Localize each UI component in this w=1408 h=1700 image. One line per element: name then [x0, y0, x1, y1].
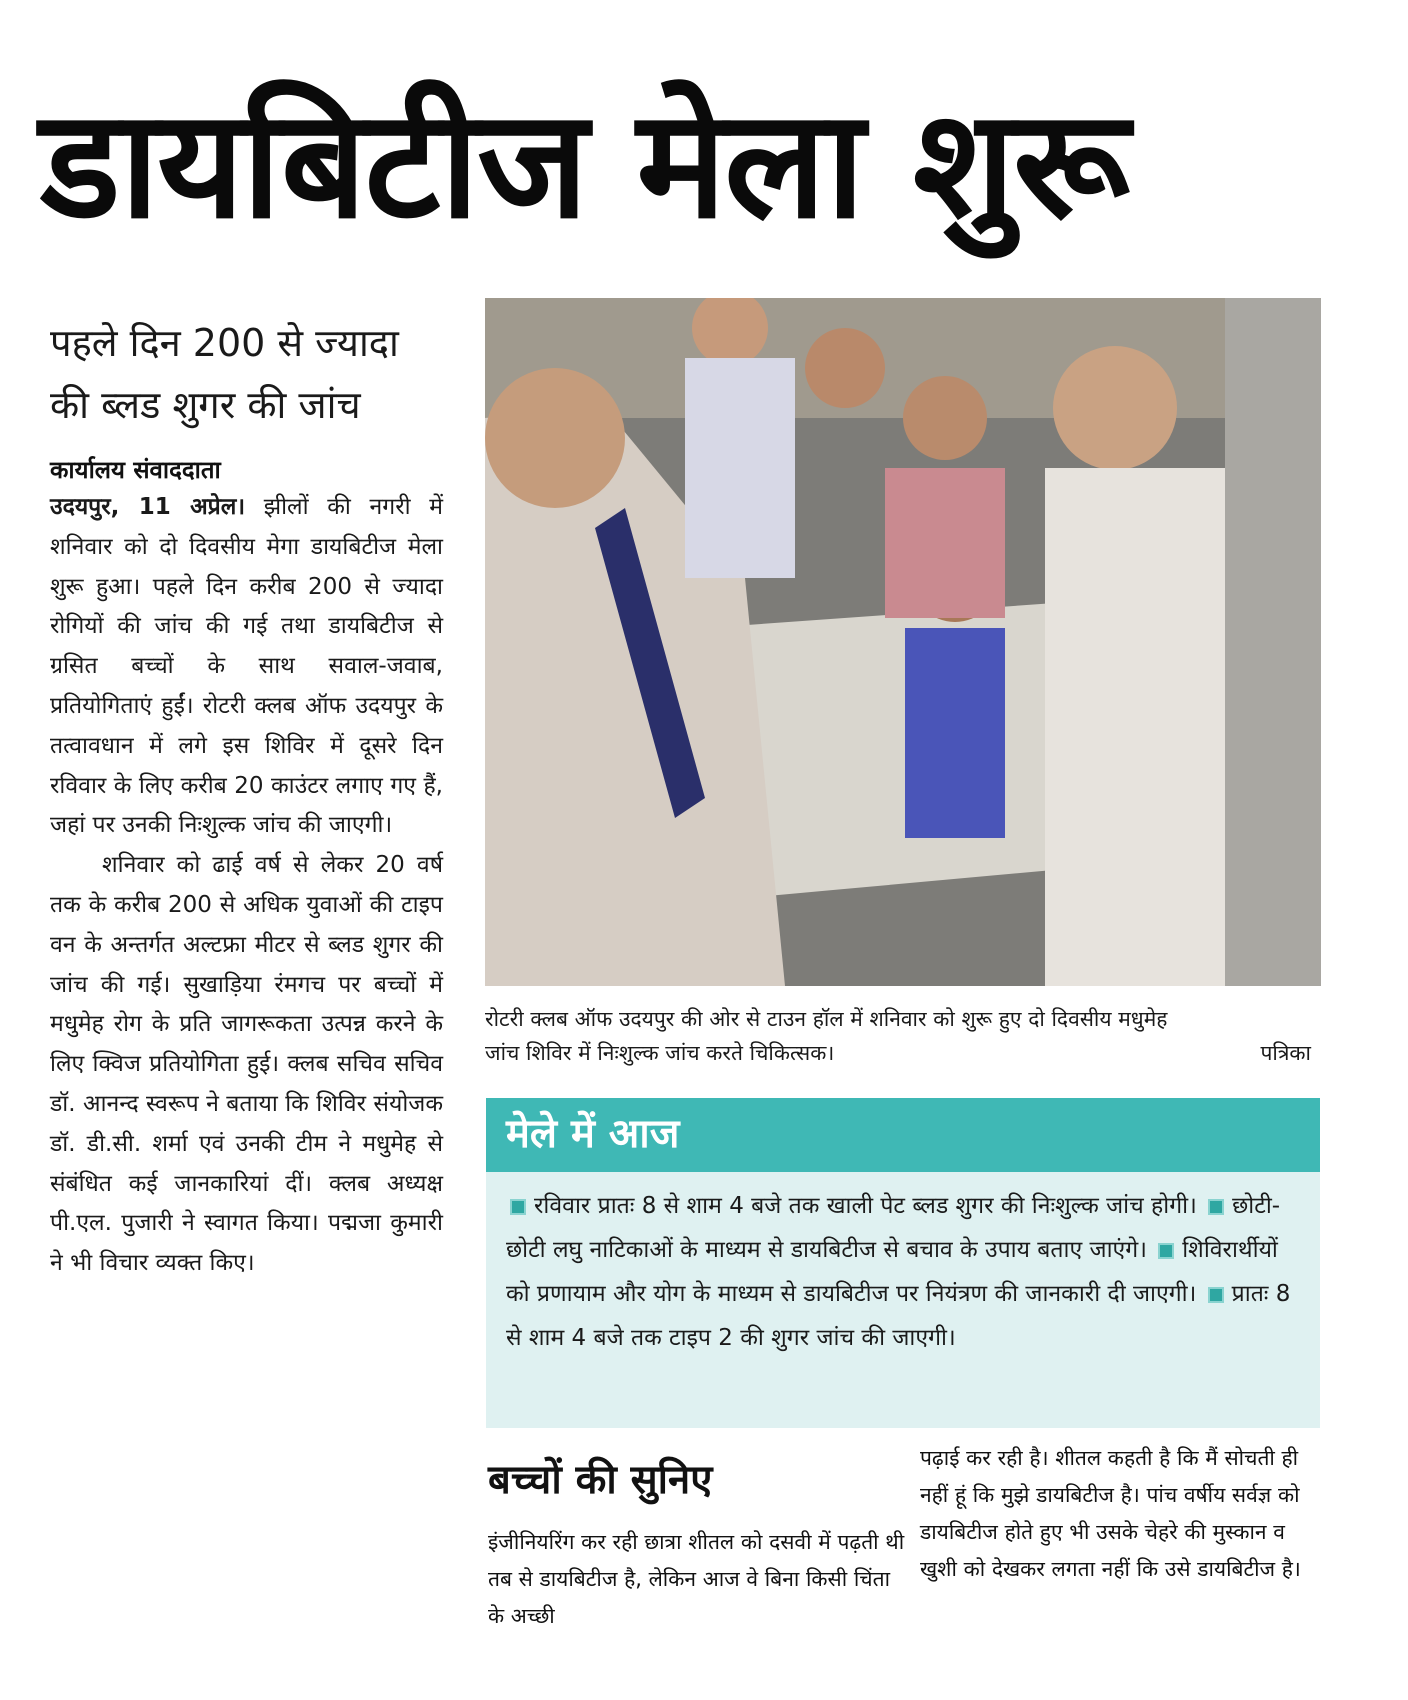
photo-caption — [485, 1002, 1321, 1070]
square-bullet-icon — [1158, 1243, 1174, 1259]
square-bullet-icon — [1208, 1199, 1224, 1215]
dateline: उदयपुर, 11 अप्रेल। — [50, 494, 246, 520]
subhead-line-2: की ब्लड शुगर की जांच — [50, 383, 361, 427]
today-box-header — [486, 1098, 1320, 1172]
caption-line-1: रोटरी क्लब ऑफ उदयपुर की ओर से टाउन हॉल में शनिवार को शुरू हुए दो दिवसीय मधुमेह — [485, 1007, 1168, 1031]
photo-person-head-3 — [805, 328, 885, 408]
photo-person-head-2 — [903, 376, 987, 460]
today-box-title: मेले में आज — [506, 1111, 680, 1157]
photo-man-shirt — [1045, 468, 1225, 986]
headline: डायबिटीज मेला शुरू — [40, 78, 1128, 252]
today-item-3: शिविरार्थीयों को प्रणायाम और योग के माध्यम से डायबिटीज पर नियंत्रण की जानकारी दी जाएगी। — [506, 1237, 1278, 1307]
photo-child-shirt — [905, 628, 1005, 838]
kids-section-title: बच्चों की सुनिए — [488, 1457, 713, 1503]
news-photo — [485, 298, 1321, 986]
photo-checked-shirt — [885, 468, 1005, 618]
photo-illustration — [485, 298, 1321, 986]
today-box-text — [506, 1184, 1306, 1360]
article-body — [50, 488, 443, 1284]
kids-text-left: इंजीनियरिंग कर रही छात्रा शीतल को दसवी में पढ़ती थी तब से डायबिटीज है, लेकिन आज वे बिना किसी चिंता के अच्छी — [488, 1530, 905, 1628]
photo-person-shirt-1 — [685, 358, 795, 578]
photo-doctor-head — [485, 368, 625, 508]
today-item-2: छोटी-छोटी लघु नाटिकाओं के माध्यम से डायबिटीज से बचाव के उपाय बताए जाएंगे। — [506, 1193, 1281, 1263]
article-paragraph-1 — [50, 488, 443, 846]
caption-line-2: जांच शिविर में निःशुल्क जांच करते चिकित्सक। — [485, 1041, 835, 1065]
today-item-4: प्रातः 8 से शाम 4 बजे तक टाइप 2 की शुगर जांच की जाएगी। — [506, 1281, 1291, 1351]
kids-text-right: पढ़ाई कर रही है। शीतल कहती है कि मैं सोचती ही नहीं हूं कि मुझे डायबिटीज है। पांच वर्षीय सर्वज्ञ को डायबिटीज होते हुए भी उसके चेहरे की मुस्कान व खुशी को देखकर लगता नहीं कि उसे डायबिटीज है। — [920, 1446, 1301, 1581]
today-item-1: रविवार प्रातः 8 से शाम 4 बजे तक खाली पेट ब्लड शुगर की निःशुल्क जांच होगी। — [534, 1193, 1197, 1219]
subhead-line-1: पहले दिन 200 से ज्यादा — [50, 321, 399, 365]
today-at-fair-box — [486, 1098, 1320, 1428]
photo-right-edge — [1225, 298, 1321, 986]
square-bullet-icon — [1208, 1287, 1224, 1303]
byline: कार्यालय संवाददाता — [50, 456, 221, 484]
article-paragraph-2: शनिवार को ढाई वर्ष से लेकर 20 वर्ष तक के करीब 200 से अधिक युवाओं की टाइप वन के अन्तर्गत अल्टफ्रा मीटर से ब्लड शुगर की जांच की गई। सुखाड़िया रंमगच पर बच्चों में मधुमेह रोग के प्रति जागरूकता उत्पन्न करने के लिए क्विज प्रतियोगिता हुई। क्लब सचिव सचिव डॉ. आनन्द स्वरूप ने बताया कि शिविर संयोजक डॉ. डी.सी. शर्मा एवं उनकी टीम ने मधुमेह से संबंधित कई जानकारियां दीं। क्लब अध्यक्ष पी.एल. पुजारी ने स्वागत किया। पद्मजा कुमारी ने भी विचार व्यक्त किए। — [50, 852, 443, 1277]
photo-man-head — [1053, 346, 1177, 470]
paragraph-1-text: झीलों की नगरी में शनिवार को दो दिवसीय मेगा डायबिटीज मेला शुरू हुआ। पहले दिन करीब 200 से ज्यादा रोगियों की जांच की गई तथा डायबिटीज से ग्रसित बच्चों के साथ सवाल-जवाब, प्रतियोगिताएं हुईं। रोटरी क्लब ऑफ उदयपुर के तत्वावधान में लगे इस शिविर में दूसरे दिन रविवार के लिए करीब 20 काउंटर लगाए गए हैं, जहां पर उनकी निःशुल्क जांच की जाएगी। — [50, 494, 444, 839]
square-bullet-icon — [510, 1199, 526, 1215]
subheadline — [50, 312, 470, 436]
photo-credit: पत्रिका — [1260, 1041, 1311, 1065]
